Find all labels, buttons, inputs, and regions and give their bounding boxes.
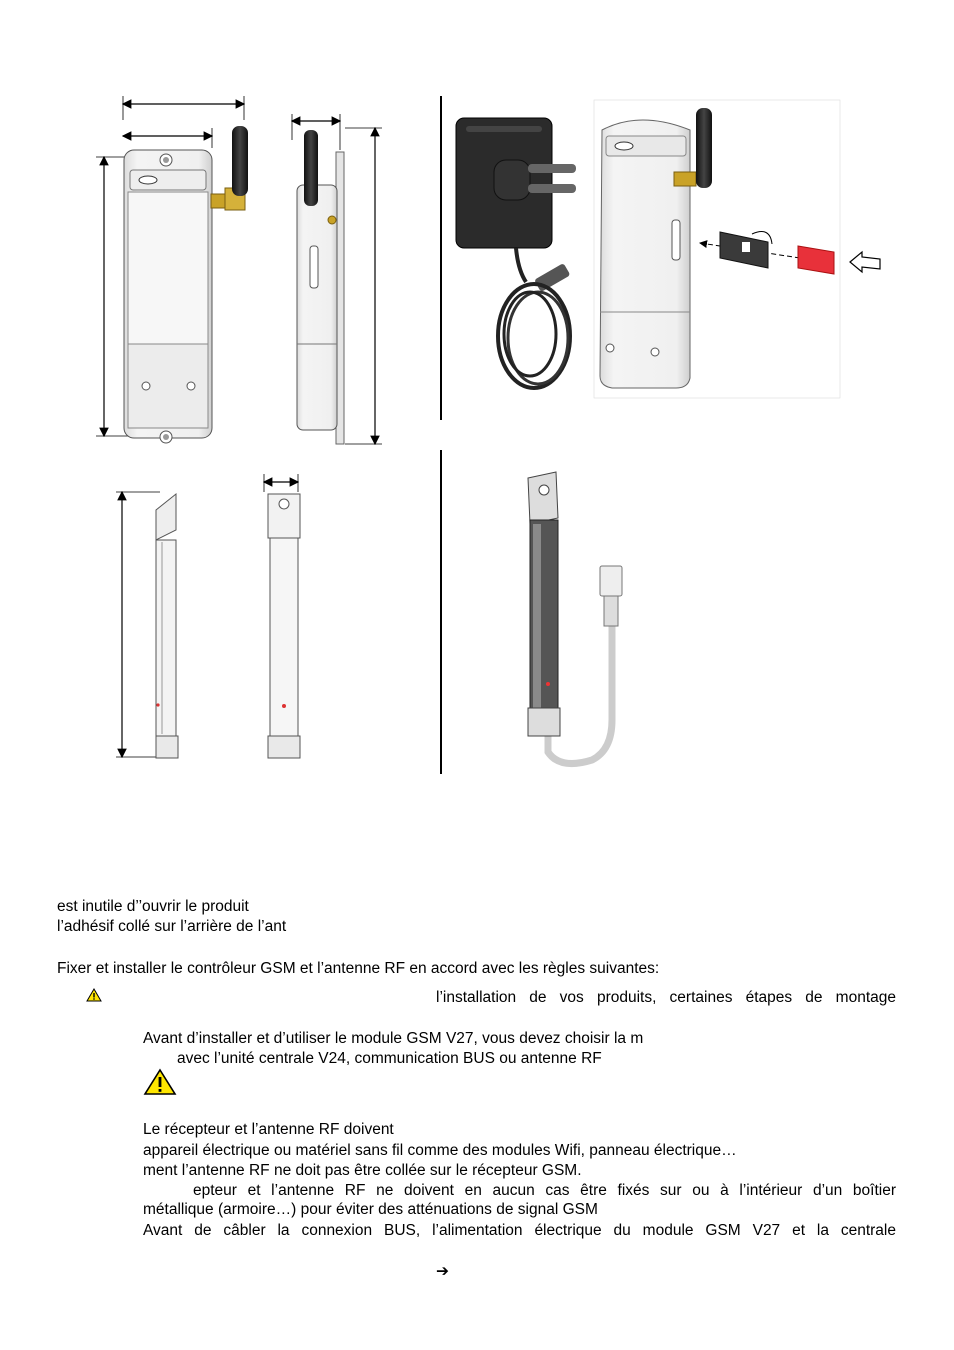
warning-triangle-icon — [86, 988, 102, 1002]
text-line-install-rules: Fixer et installer le contrôleur GSM et l’antenne RF en accord avec les règles suivantes: — [57, 960, 660, 977]
text-line-communication-options: avec l’unité centrale V24, communication BUS ou antenne RF — [177, 1050, 602, 1067]
gsm-module-front-drawing — [96, 96, 248, 443]
power-adapter-drawing — [456, 118, 576, 388]
rf-antenna-perspective-drawing — [528, 472, 622, 764]
text-line-open-product: est inutile d’’ouvrir le produit — [57, 898, 249, 915]
gsm-module-side-drawing — [292, 114, 382, 444]
text-line-metal-box: epteur et l’antenne RF ne doivent en aucun cas être fixés sur ou à l’intérieur d’un boîtier — [193, 1182, 896, 1199]
text-line-adhesive: l’adhésif collé sur l’arrière de l’ant — [57, 918, 287, 935]
text-line-installation-steps: l’installation de vos produits, certaines étapes de montage — [436, 989, 896, 1006]
text-line-electrical-devices: appareil électrique ou matériel sans fil comme des modules Wifi, panneau électrique… — [143, 1142, 737, 1159]
arrow-right-icon: ➔ — [436, 1262, 449, 1280]
text-line-not-glued: ment l’antenne RF ne doit pas être collée sur le récepteur GSM. — [143, 1162, 582, 1179]
large-warning-triangle-icon — [143, 1068, 177, 1096]
gsm-module-perspective-drawing — [594, 100, 880, 398]
text-line-signal-attenuation: métallique (armoire…) pour éviter des atténuations de signal GSM — [143, 1201, 598, 1218]
text-line-receiver-antenna: Le récepteur et l’antenne RF doivent — [143, 1121, 394, 1138]
rf-antenna-front-drawing — [264, 474, 300, 758]
text-line-bus-wiring: Avant de câbler la connexion BUS, l’alimentation électrique du module GSM V27 et la centrale — [143, 1222, 896, 1239]
rf-antenna-side-drawing — [116, 492, 178, 758]
text-line-choose-mode: Avant d’installer et d’utiliser le module GSM V27, vous devez choisir la m — [143, 1030, 644, 1047]
